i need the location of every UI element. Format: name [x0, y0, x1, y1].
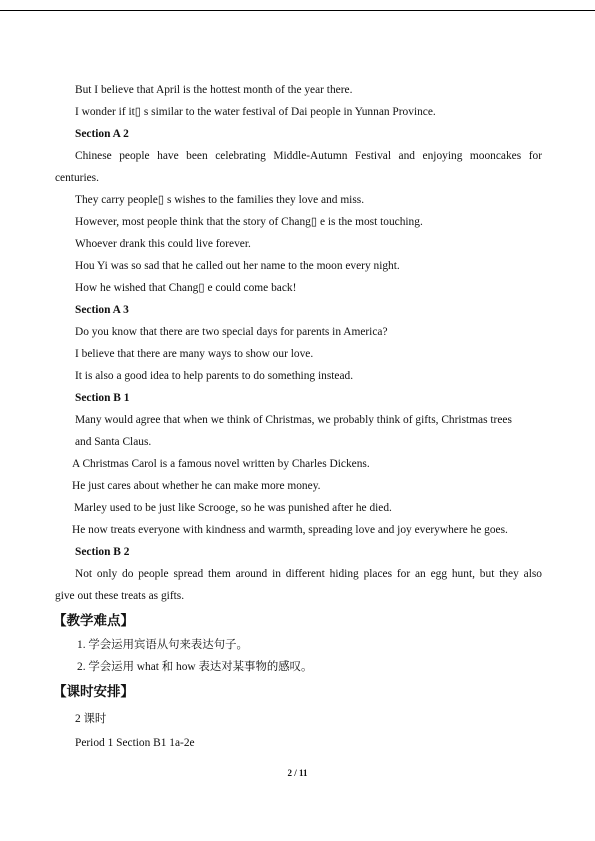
- text-line: Marley used to be just like Scrooge, so he was punished after he died.: [74, 502, 392, 514]
- schedule-line: 2 课时: [75, 713, 107, 725]
- text-line: But I believe that April is the hottest month of the year there.: [75, 84, 353, 96]
- section-a2-paragraph-line2: centuries.: [55, 172, 99, 184]
- schedule-heading: 【课时安排】: [53, 684, 134, 699]
- text-line: It is also a good idea to help parents to do something instead.: [75, 370, 354, 382]
- section-b1-paragraph-line1: Many would agree that when we think of Christmas, we probably think of gifts, Christmas trees: [75, 414, 512, 426]
- section-b2-title: Section B 2: [75, 546, 130, 558]
- text-line: He now treats everyone with kindness and warmth, spreading love and joy everywhere he goes.: [72, 524, 508, 536]
- section-b1-title: Section B 1: [75, 392, 130, 404]
- document-body: [55, 79, 542, 754]
- page-number: 2 / 11: [287, 768, 308, 778]
- section-b2-paragraph-line1: Not only do people spread them around in different hiding places for an egg hunt, but they also: [75, 568, 542, 580]
- section-b1-paragraph-line2: and Santa Claus.: [75, 436, 152, 448]
- list-item: 2. 学会运用 what 和 how 表达对某事物的感叹。: [77, 661, 313, 673]
- text-line: A Christmas Carol is a famous novel written by Charles Dickens.: [72, 458, 370, 470]
- header-rule: [0, 10, 595, 11]
- difficulties-heading: 【教学难点】: [53, 613, 134, 628]
- text-line: They carry people▯ s wishes to the families they love and miss.: [75, 194, 365, 206]
- text-line: Do you know that there are two special days for parents in America?: [75, 326, 388, 338]
- text-line: How he wished that Chang▯ e could come back!: [75, 282, 297, 294]
- section-b2-paragraph-line2: give out these treats as gifts.: [55, 590, 185, 602]
- text-line: He just cares about whether he can make more money.: [72, 480, 321, 492]
- section-a2-paragraph-line1: Chinese people have been celebrating Middle-Autumn Festival and enjoying mooncakes for: [75, 150, 542, 162]
- text-line: Whoever drank this could live forever.: [75, 238, 251, 250]
- schedule-line: Period 1 Section B1 1a-2e: [75, 737, 195, 749]
- section-a3-title: Section A 3: [75, 304, 129, 316]
- text-line: Hou Yi was so sad that he called out her name to the moon every night.: [75, 260, 400, 272]
- text-line: I believe that there are many ways to show our love.: [75, 348, 314, 360]
- section-a2-title: Section A 2: [75, 128, 129, 140]
- text-line: However, most people think that the story of Chang▯ e is the most touching.: [75, 216, 423, 228]
- list-item: 1. 学会运用宾语从句来表达句子。: [77, 639, 248, 651]
- text-line: I wonder if it▯ s similar to the water festival of Dai people in Yunnan Province.: [75, 106, 436, 118]
